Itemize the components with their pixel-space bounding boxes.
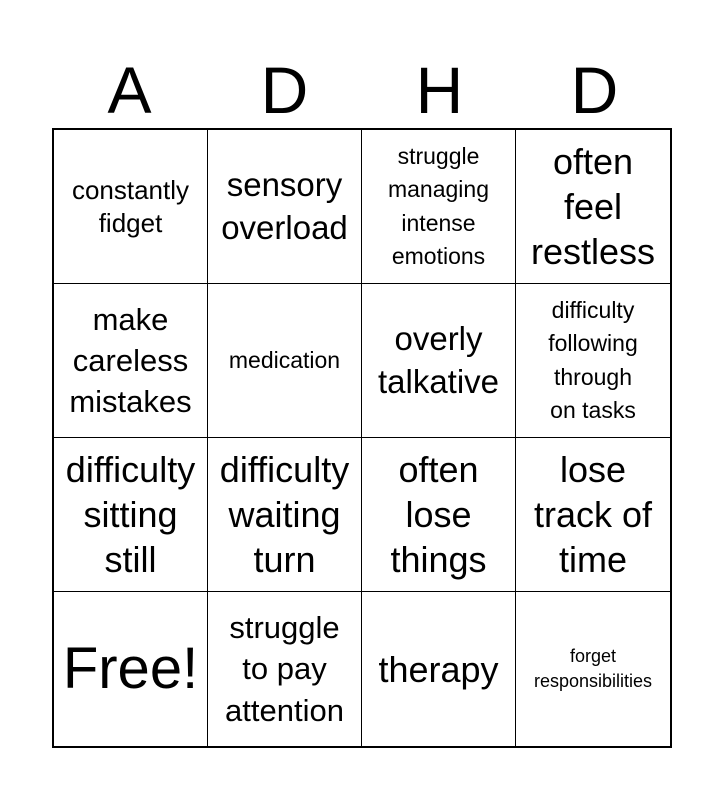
cell-label: sensory overload	[221, 165, 348, 246]
bingo-cell	[516, 592, 670, 746]
cell-label: struggle managing intense emotions	[387, 142, 490, 269]
bingo-cell	[208, 130, 362, 284]
bingo-cell	[208, 284, 362, 438]
bingo-cell	[516, 438, 670, 592]
header-letter-d: D	[260, 53, 309, 127]
bingo-cell	[54, 284, 208, 438]
cell-label: overly talkative	[377, 319, 500, 400]
header-letter-a: A	[107, 53, 152, 127]
bingo-cell	[362, 438, 516, 592]
cell-label: lose track of time	[533, 449, 653, 580]
bingo-cell	[208, 592, 362, 746]
cell-label: struggle to pay attention	[225, 610, 344, 728]
cell-label: difficulty sitting still	[65, 449, 196, 580]
bingo-cell	[516, 284, 670, 438]
cell-label: forget responsibilities	[533, 645, 653, 691]
header-letter-d-2: D	[570, 53, 619, 127]
bingo-cell	[208, 438, 362, 592]
bingo-grid	[52, 128, 672, 748]
cell-label: medication	[228, 346, 341, 373]
bingo-cell	[362, 284, 516, 438]
bingo-cell	[362, 592, 516, 746]
bingo-cell	[54, 130, 208, 284]
bingo-cell	[54, 438, 208, 592]
cell-label: difficulty following through on tasks	[548, 296, 638, 423]
bingo-cell	[362, 130, 516, 284]
cell-label: make careless mistakes	[69, 301, 192, 420]
bingo-header	[52, 52, 672, 128]
cell-label: often lose things	[390, 449, 487, 580]
free-cell	[54, 592, 208, 746]
free-label: Free!	[62, 636, 199, 702]
cell-label: often feel restless	[530, 141, 656, 272]
bingo-cell	[516, 130, 670, 284]
cell-label: difficulty waiting turn	[219, 449, 350, 580]
cell-label: constantly fidget	[71, 175, 190, 238]
cell-label: therapy	[378, 648, 499, 690]
header-letter-h: H	[415, 53, 464, 127]
